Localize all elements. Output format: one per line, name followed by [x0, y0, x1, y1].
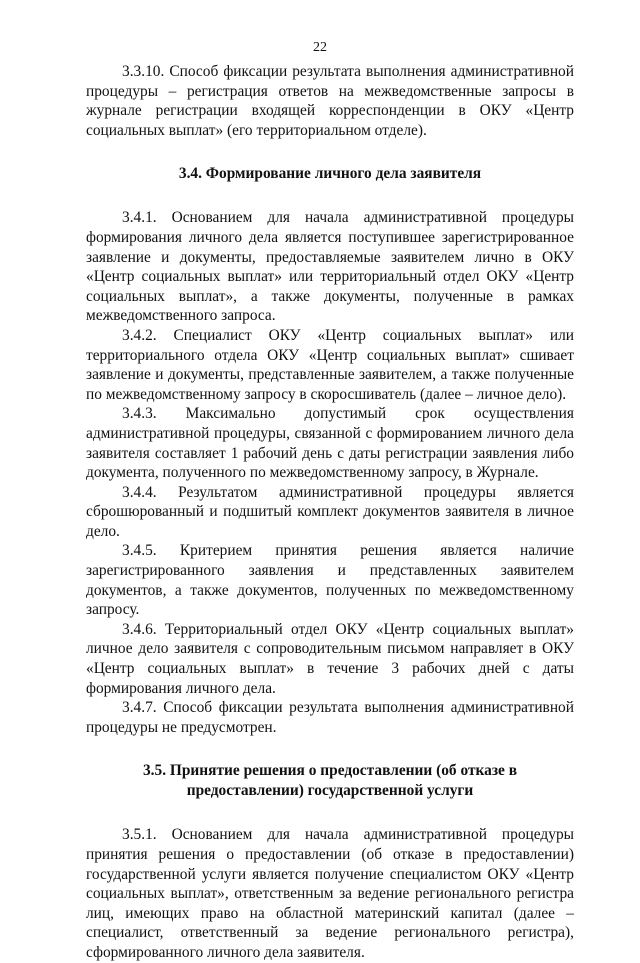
paragraph-3-4-5: 3.4.5. Критерием принятия решения является наличие зарегистрированного заявления и представленных заявителем документов, а также документов, полученных по межведомственному запросу. — [86, 542, 574, 619]
section-heading-3-5-line-2: предоставлении) государственной услуги — [186, 782, 474, 800]
document-body — [86, 62, 574, 963]
paragraph-3-5-1: 3.5.1. Основанием для начала административной процедуры принятия решения о предоставлении (об отказе в предоставлении) государственной услуги является получение специалистом ОКУ «Центр социальных выплат», ответственным за ведение регионального регистра лиц, имеющих право на областной материнский капитал (далее – специалист, ответственный за ведение регионального регистра), сформированного личного дела заявителя. — [86, 826, 574, 961]
spacer — [86, 184, 574, 208]
paragraph-3-4-6: 3.4.6. Территориальный отдел ОКУ «Центр социальных выплат» личное дело заявителя с сопроводительным письмом направляет в ОКУ «Центр социальных выплат» в течение 3 рабочих дней с даты формирования личного дела. — [86, 620, 574, 697]
page-number: 22 — [313, 40, 327, 55]
paragraph-3-4-2: 3.4.2. Специалист ОКУ «Центр социальных выплат» или территориального отдела ОКУ «Центр социальных выплат» сшивает заявление и документы, представленные заявителем, а также полученные по межведомственному запросу в скоросшиватель (далее – личное дело). — [86, 326, 574, 403]
paragraph-3-4-7: 3.4.7. Способ фиксации результата выполнения административной процедуры не предусмотрен. — [86, 699, 574, 736]
paragraph-3-3-10: 3.3.10. Способ фиксации результата выполнения административной процедуры – регистрация ответов на межведомственные запросы в журнале регистрации входящей корреспонденции в ОКУ «Центр социальных выплат» (его территориальном отделе). — [86, 63, 574, 139]
spacer — [86, 737, 574, 761]
paragraph-3-4-1: 3.4.1. Основанием для начала административной процедуры формирования личного дела является поступившее зарегистрированное заявление и документы, предоставляемые заявителем лично в ОКУ «Центр социальных выплат» или территориальный отдел ОКУ «Центр социальных выплат», а также документы, полученные в рамках межведомственного запроса. — [86, 209, 574, 325]
paragraph-3-4-4: 3.4.4. Результатом административной процедуры является сброшюрованный и подшитый комплект документов заявителя в личное дело. — [86, 483, 574, 540]
paragraph-3-4-3: 3.4.3. Максимально допустимый срок осуществления административной процедуры, связанной с формированием личного дела заявителя составляет 1 рабочий день с даты регистрации заявления либо документа, полученного по межведомственному запросу, в Журнале. — [86, 405, 574, 482]
section-heading-3-4: 3.4. Формирование личного дела заявителя — [178, 165, 482, 183]
spacer — [86, 140, 574, 164]
spacer — [86, 801, 574, 825]
section-heading-3-5-line-1: 3.5. Принятие решения о предоставлении (об отказе в — [142, 762, 518, 780]
